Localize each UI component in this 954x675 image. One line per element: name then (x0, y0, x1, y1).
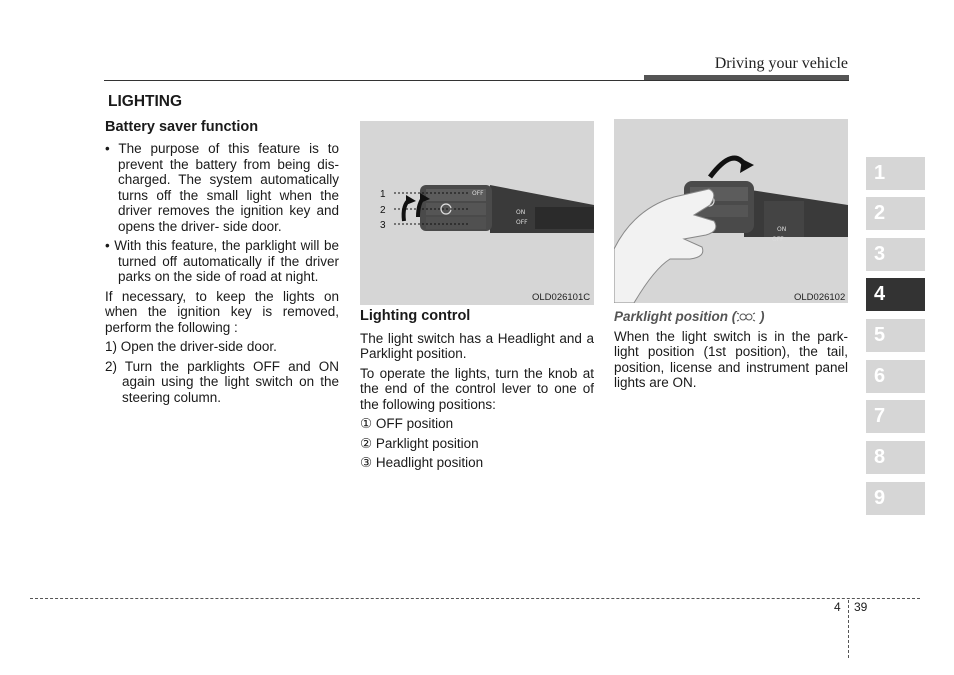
position-item: ① OFF position (360, 416, 454, 431)
callout-3: 3 (380, 220, 386, 231)
bullet-item: • With this feature, the parklight will be turned off automatically if the driver parks on the side of road at night. (105, 238, 339, 284)
header-rule (104, 80, 849, 81)
figure-caption: OLD026102 (794, 292, 846, 303)
position-item: ② Parklight position (360, 435, 479, 451)
chapter-tab-6[interactable]: 6 (866, 360, 925, 393)
footer-divider (848, 600, 849, 658)
chapter-tab-4[interactable]: 4 (866, 278, 925, 311)
switch-label-on: ON (777, 226, 787, 233)
left-column (105, 94, 339, 409)
step-item: 1) Open the driver-side door. (105, 339, 277, 354)
subheading: Lighting control (360, 308, 471, 324)
footer-rule (30, 598, 920, 599)
step-item: 2) Turn the parklights OFF and ON again using the light switch on the steering column. (105, 358, 339, 405)
callout-1: 1 (380, 189, 386, 200)
bullet-item: • The purpose of this feature is to prevent the battery from being dis-charged. The system automatically turns off the small light when the driver removes the ignition key and opens the driver- side door. (105, 141, 339, 234)
chapter-tab-2[interactable]: 2 (866, 197, 925, 230)
heading-prefix: Parklight position ( (614, 309, 737, 324)
section-heading: LIGHTING (108, 93, 183, 110)
switch-label-off2: OFF (516, 219, 528, 226)
switch-label-off: OFF (772, 236, 784, 243)
chapter-tab-5[interactable]: 5 (866, 319, 925, 352)
footer-page-number: 39 (854, 600, 868, 614)
right-column (614, 309, 848, 395)
switch-label-on: ON (516, 209, 526, 216)
position-item: ③ Headlight position (360, 455, 484, 470)
paragraph: When the light switch is in the park-light position (1st position), the tail, position, license and instrument panel lights are ON. (614, 328, 848, 390)
lighting-control-figure (360, 121, 594, 305)
callout-2: 2 (380, 205, 386, 216)
figure-caption: OLD026101C (532, 292, 591, 303)
running-header: Driving your vehicle (714, 55, 848, 72)
subheading (614, 309, 848, 325)
chapter-tab-7[interactable]: 7 (866, 400, 925, 433)
chapter-tab-8[interactable]: 8 (866, 441, 925, 474)
hand-on-switch-illustration (614, 119, 848, 303)
footer-chapter-number: 4 (834, 600, 841, 614)
parklight-icon (736, 311, 756, 323)
subheading: Battery saver function (105, 118, 259, 135)
stalk-illustration (360, 121, 594, 305)
middle-column (360, 309, 594, 475)
chapter-tab-3[interactable]: 3 (866, 238, 925, 271)
paragraph: To operate the lights, turn the knob at the end of the control lever to one of the following positions: (360, 365, 594, 412)
parklight-figure (614, 119, 848, 303)
chapter-tab-9[interactable]: 9 (866, 482, 925, 515)
heading-suffix: ) (756, 309, 765, 324)
paragraph: If necessary, to keep the lights on when the ignition key is removed, perform the following : (105, 288, 339, 335)
switch-label-off: OFF (472, 190, 484, 197)
chapter-tab-1[interactable]: 1 (866, 157, 925, 190)
paragraph: The light switch has a Headlight and a Parklight position. (360, 330, 594, 361)
